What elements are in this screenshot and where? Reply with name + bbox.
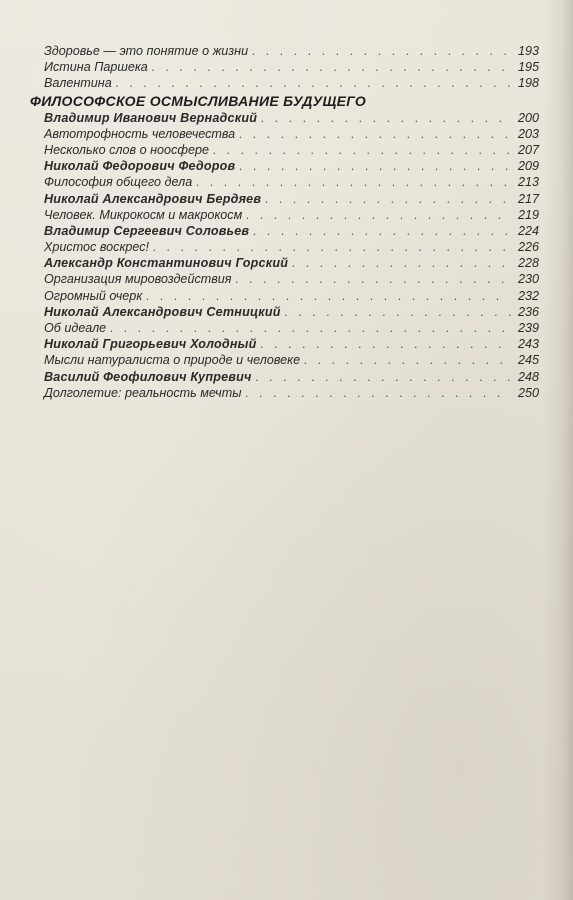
toc-leader-dots bbox=[265, 191, 511, 207]
toc-leader-dots bbox=[261, 336, 511, 352]
toc-leader-dots bbox=[261, 110, 511, 126]
toc-entry bbox=[44, 59, 539, 75]
toc-entry-page: 243 bbox=[517, 337, 539, 352]
toc-entry-page: 236 bbox=[517, 304, 539, 319]
toc-entry-title: Огромный очерк bbox=[44, 288, 143, 303]
toc-entry bbox=[44, 126, 539, 142]
toc-leader-dots bbox=[146, 288, 511, 304]
toc-entry bbox=[44, 142, 539, 158]
toc-entry-page: 195 bbox=[517, 60, 539, 75]
toc-author-entry bbox=[44, 191, 539, 207]
page-spine-shadow bbox=[543, 0, 573, 900]
toc-entry bbox=[44, 288, 539, 304]
toc-leader-dots bbox=[110, 320, 511, 336]
toc-leader-dots bbox=[245, 385, 511, 401]
toc-leader-dots bbox=[239, 126, 511, 142]
toc-entry-page: 250 bbox=[517, 385, 539, 400]
toc-entry-title: Христос воскрес! bbox=[44, 240, 150, 255]
toc-entry-title: Об идеале bbox=[44, 321, 107, 335]
toc-leader-dots bbox=[196, 174, 511, 190]
toc-entry-page: 200 bbox=[517, 110, 539, 125]
toc-author-entry bbox=[44, 336, 539, 352]
toc-leader-dots bbox=[253, 223, 511, 239]
toc-entry-page: 232 bbox=[517, 288, 539, 303]
toc-entry-page: 198 bbox=[517, 76, 539, 91]
toc-leader-dots bbox=[304, 352, 511, 368]
toc-entry-page: 209 bbox=[517, 159, 539, 174]
toc-entry-title: Автотрофность человечества bbox=[44, 126, 236, 141]
toc-entry-title: Александр Константинович Горский bbox=[44, 256, 289, 271]
toc-entry-title: Организация мировоздействия bbox=[44, 272, 232, 287]
toc-entry-title: Человек. Микрокосм и макрокосм bbox=[44, 207, 243, 222]
toc-entry-page: 193 bbox=[517, 44, 539, 58]
section-heading: ФИЛОСОФСКОЕ ОСМЫСЛИВАНИЕ БУДУЩЕГО bbox=[30, 92, 367, 109]
toc-entry bbox=[44, 385, 539, 401]
toc-entry-title: Несколько слов о ноосфере bbox=[44, 142, 209, 157]
toc-leader-dots bbox=[256, 369, 511, 385]
toc-entry bbox=[44, 271, 539, 287]
toc-entry bbox=[44, 43, 539, 59]
toc-entry-title: Василий Феофилович Купревич bbox=[44, 369, 252, 384]
toc-entry-title: Философия общего дела bbox=[44, 175, 193, 190]
toc-entry-title: Владимир Иванович Вернадский bbox=[44, 110, 258, 125]
toc-entry-page: 213 bbox=[517, 175, 539, 190]
toc-entry-title: Николай Федорович Федоров bbox=[44, 159, 236, 174]
toc-entry-page: 226 bbox=[517, 240, 539, 255]
toc-entry-title: Николай Григорьевич Холодный bbox=[44, 337, 257, 352]
toc-entry-page: 239 bbox=[517, 321, 539, 335]
toc-leader-dots bbox=[292, 255, 511, 271]
toc-leader-dots bbox=[239, 158, 511, 174]
toc-entry-page: 217 bbox=[517, 191, 539, 206]
toc-entry-page: 230 bbox=[517, 272, 539, 287]
toc-entry-title: Николай Александрович Сетницкий bbox=[44, 304, 281, 319]
toc-leader-dots bbox=[153, 239, 511, 255]
toc-leader-dots bbox=[116, 75, 511, 91]
toc-leader-dots bbox=[285, 304, 511, 320]
toc-entry-page: 228 bbox=[517, 256, 539, 271]
toc-author-entry bbox=[44, 110, 539, 126]
toc-entry-page: 219 bbox=[517, 207, 539, 222]
toc-entry-page: 224 bbox=[517, 223, 539, 238]
toc-entry-page: 248 bbox=[517, 369, 539, 384]
toc-entry bbox=[44, 207, 539, 223]
toc-entry-title: Долголетие: реальность мечты bbox=[44, 385, 242, 400]
toc-entry bbox=[44, 174, 539, 190]
toc-entry bbox=[44, 75, 539, 91]
toc-leader-dots bbox=[213, 142, 511, 158]
toc-entry-page: 207 bbox=[517, 142, 539, 157]
toc-entry-title: Владимир Сергеевич Соловьев bbox=[44, 223, 250, 238]
table-of-contents bbox=[30, 43, 539, 401]
toc-author-entry bbox=[44, 158, 539, 174]
toc-entry-title: Николай Александрович Бердяев bbox=[44, 191, 262, 206]
toc-entry-page: 245 bbox=[517, 353, 539, 368]
toc-entry-title: Истина Паршека bbox=[44, 60, 148, 75]
toc-leader-dots bbox=[236, 271, 511, 287]
toc-entry bbox=[44, 239, 539, 255]
toc-author-entry bbox=[44, 304, 539, 320]
toc-entry-title: Валентина bbox=[44, 76, 112, 91]
toc-entry-page: 203 bbox=[517, 126, 539, 141]
toc-author-entry bbox=[44, 223, 539, 239]
toc-leader-dots bbox=[152, 59, 511, 75]
toc-entry-title: Мысли натуралиста о природе и человеке bbox=[44, 353, 301, 368]
toc-author-entry bbox=[44, 369, 539, 385]
toc-entry bbox=[44, 352, 539, 368]
toc-leader-dots bbox=[252, 43, 511, 59]
toc-entry-title: Здоровье — это понятие о жизни bbox=[44, 44, 249, 58]
toc-author-entry bbox=[44, 255, 539, 271]
toc-leader-dots bbox=[246, 207, 511, 223]
toc-entry bbox=[44, 320, 539, 336]
